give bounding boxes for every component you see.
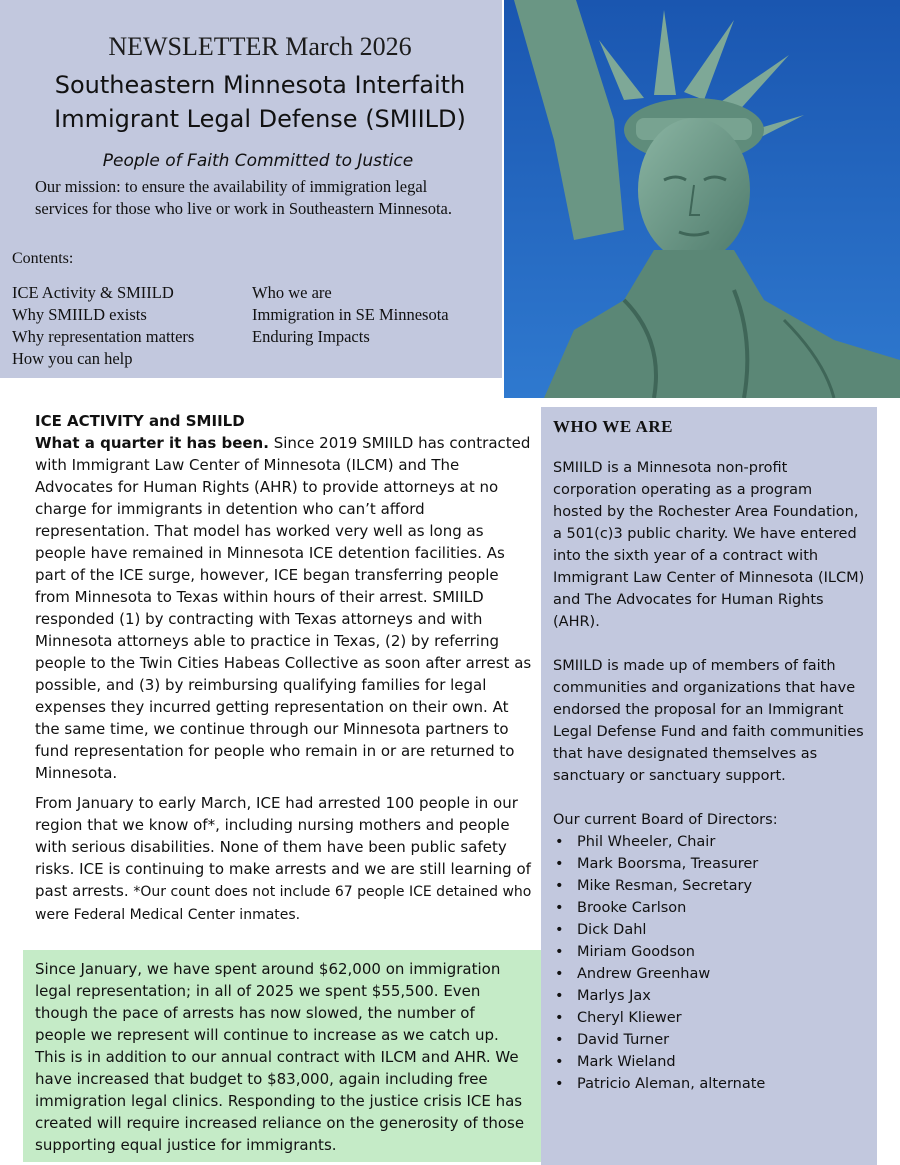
article-paragraph xyxy=(35,432,535,784)
contents-item: ICE Activity & SMIILD xyxy=(12,283,174,302)
board-member: • Patricio Aleman, alternate xyxy=(553,1073,865,1095)
footnote: *Our count does not include 67 people ICE detained who were Federal Medical Center inmates. xyxy=(35,884,532,923)
article-lead: What a quarter it has been. xyxy=(35,434,269,452)
board-member: • Cheryl Kliewer xyxy=(553,1007,865,1029)
contents-item: Enduring Impacts xyxy=(252,327,370,346)
contents-item: How you can help xyxy=(12,349,133,368)
article-paragraph xyxy=(35,792,535,926)
board-member: • David Turner xyxy=(553,1029,865,1051)
contents-heading: Contents: xyxy=(12,250,74,267)
article-paragraph-body: From January to early March, ICE had arrested 100 people in our region that we know of*, including nursing mothers and people with serious disabilities. None of them have been public safety risks. ICE is continuing to make arrests and we are still learning of past arrests. xyxy=(35,794,531,900)
board-member: • Miriam Goodson xyxy=(553,941,865,963)
board-member: • Mark Boorsma, Treasurer xyxy=(553,853,865,875)
header-panel xyxy=(0,0,504,378)
mission-line-1: Our mission: to ensure the availability of immigration legal xyxy=(35,177,428,196)
who-we-are-paragraph: SMIILD is made up of members of faith communities and organizations that have endorsed the proposal for an Immigrant Legal Defense Fund and faith communities that have designated themselves as sanctuary or sanctuary support. xyxy=(553,658,864,784)
budget-text: Since January, we have spent around $62,000 on immigration legal representation; in all of 2025 we spent $55,500. Even though the pace of arrests has now slowed, the number of people we represent will continue to increase as we catch up. This is in addition to our annual contract with ILCM and AHR. We have increased that budget to $83,000, again including free immigration legal clinics. Responding to the justice crisis ICE has created will require increased reliance on the generosity of those supporting equal justice for immigrants. xyxy=(35,960,525,1154)
contents-item: Who we are xyxy=(252,283,332,302)
organization-name-line-1: Southeastern Minnesota Interfaith xyxy=(54,71,466,99)
ice-activity-article xyxy=(35,410,535,926)
organization-name xyxy=(20,68,500,136)
board-member: • Phil Wheeler, Chair xyxy=(553,831,865,853)
contents-item: Why SMIILD exists xyxy=(12,305,147,324)
budget-callout xyxy=(23,950,542,1162)
board-heading: Our current Board of Directors: xyxy=(553,812,778,828)
board-member: • Marlys Jax xyxy=(553,985,865,1007)
who-we-are-heading: WHO WE ARE xyxy=(553,417,673,436)
tagline: People of Faith Committed to Justice xyxy=(102,151,414,171)
who-we-are-sidebar xyxy=(541,407,877,1165)
contents-item: Immigration in SE Minnesota xyxy=(252,305,449,324)
organization-name-line-2: Immigrant Legal Defense (SMIILD) xyxy=(54,105,466,133)
mission-statement xyxy=(35,176,505,220)
who-we-are-paragraph: SMIILD is a Minnesota non-profit corporation operating as a program hosted by the Rochester Area Foundation, a 501(c)3 public charity. We have entered into the sixth year of a contract with Immigrant Law Center of Minnesota (ILCM) and The Advocates for Human Rights (AHR). xyxy=(553,460,865,630)
newsletter-title: NEWSLETTER March 2026 xyxy=(108,32,412,61)
contents-item: Why representation matters xyxy=(12,327,195,346)
article-heading: ICE ACTIVITY and SMIILD xyxy=(35,412,245,430)
mission-line-2: services for those who live or work in Southeastern Minnesota. xyxy=(35,199,452,218)
board-member: • Mike Resman, Secretary xyxy=(553,875,865,897)
contents-list-left xyxy=(12,282,194,370)
board-list xyxy=(553,831,865,1095)
article-paragraph-body: Since 2019 SMIILD has contracted with Immigrant Law Center of Minnesota (ILCM) and The Advocates for Human Rights (AHR) to provide attorneys at no charge for immigrants in detention who can’t afford representation. That model has worked very well as long as people have remained in Minnesota ICE detention facilities. As part of the ICE surge, however, ICE began transferring people from Minnesota to Texas within hours of their arrest. SMIILD responded (1) by contracting with Texas attorneys and with Minnesota attorneys able to practice in Texas, (2) by referring people to the Twin Cities Habeas Collective as soon after arrest as possible, and (3) by reimbursing qualifying families for legal expenses they incurred getting representation on their own. At the same time, we continue through our Minnesota partners to fund representation for people who remain in or are returned to Minnesota. xyxy=(35,434,532,782)
board-member: • Andrew Greenhaw xyxy=(553,963,865,985)
board-member: • Dick Dahl xyxy=(553,919,865,941)
statue-of-liberty-photo xyxy=(504,0,900,398)
board-member: • Brooke Carlson xyxy=(553,897,865,919)
board-member: • Mark Wieland xyxy=(553,1051,865,1073)
contents-list-right xyxy=(252,282,449,348)
